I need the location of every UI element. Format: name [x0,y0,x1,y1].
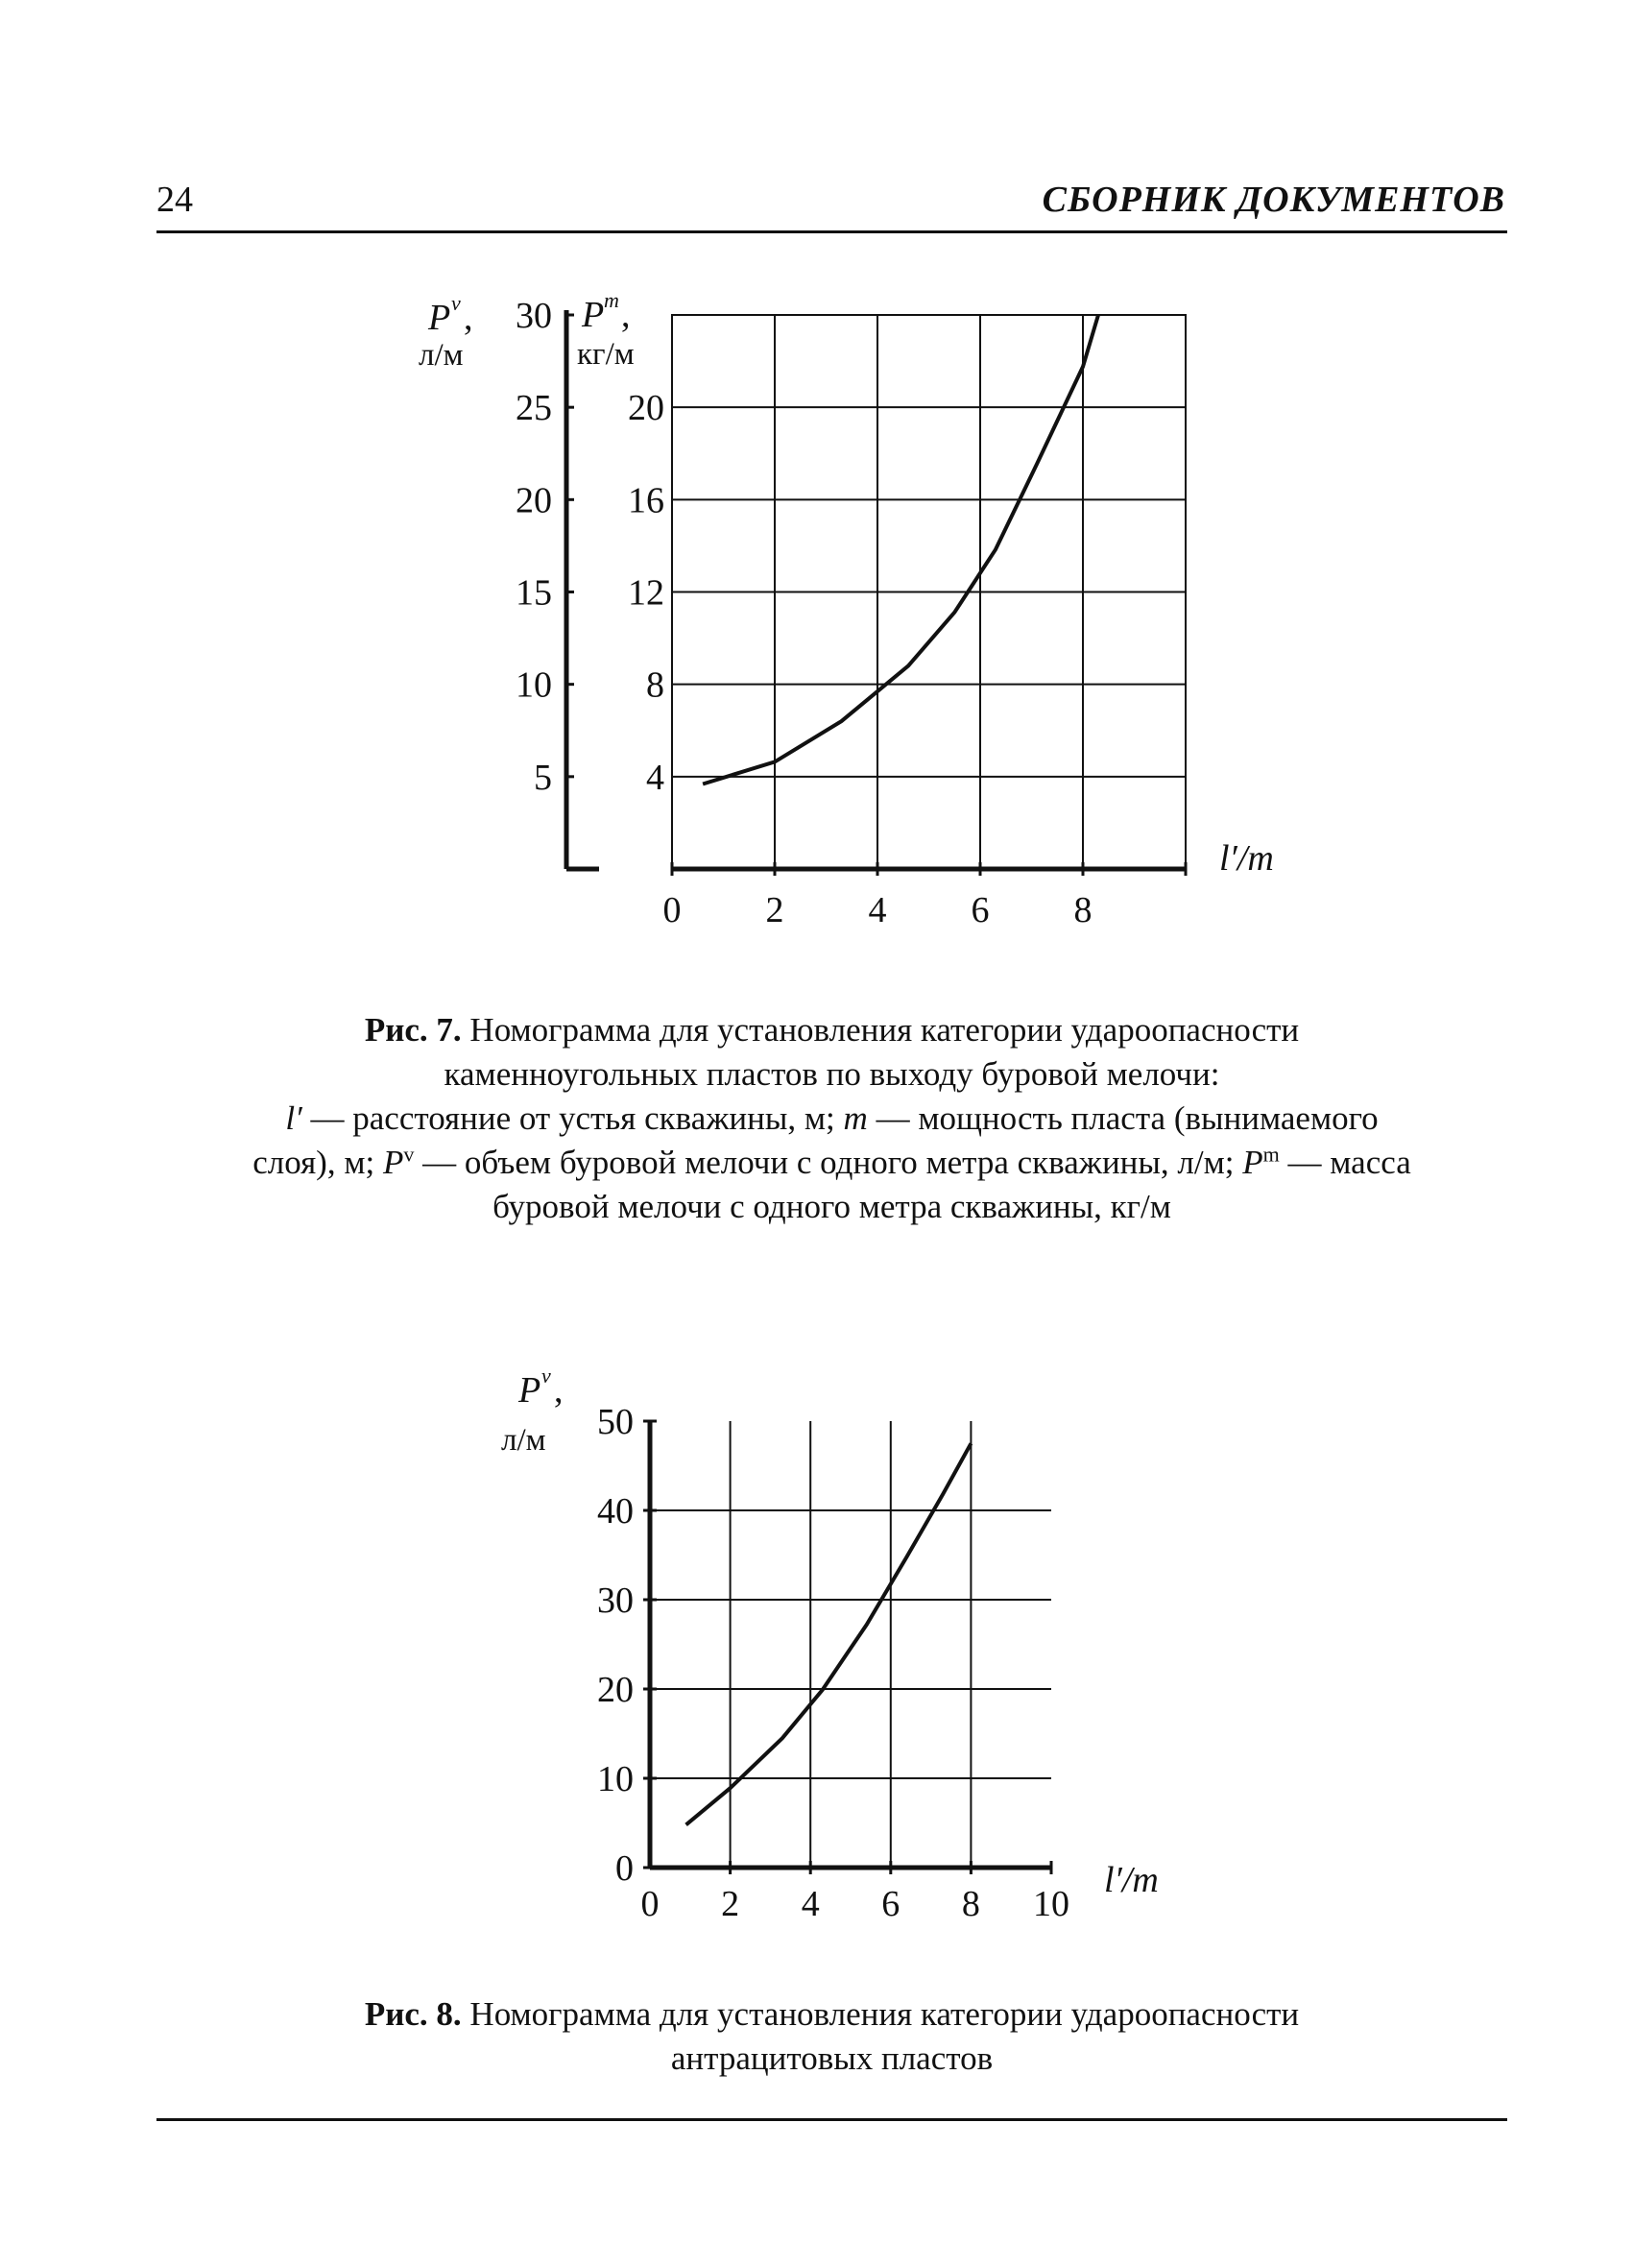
figure-8-x-tick-label: 0 [640,1884,660,1924]
legend-m-symbol: m [843,1099,868,1137]
legend-pv-sup: v [403,1142,415,1167]
figure-8-y-axis-symbol: P [518,1370,541,1411]
figure-8-grid [650,1421,1051,1868]
figure-8-y-axis-sup: v [541,1363,551,1387]
figure-8-caption [156,1992,1507,2081]
legend-l-symbol: l′ [285,1099,302,1137]
figure-8-y-axis-comma: , [554,1370,564,1411]
figure-7-y-left-tick-label: 30 [516,296,552,336]
running-title: СБОРНИК ДОКУМЕНТОВ [1042,180,1505,220]
legend-pm-text: — масса [1279,1144,1411,1181]
figure-8-y-tick-label: 0 [615,1848,634,1889]
footer-rule [156,2118,1507,2121]
figure-7-y-right-tick-label: 16 [628,480,664,521]
figure-8-x-tick-label: 6 [881,1884,901,1924]
legend-pm-symbol: P [1242,1144,1263,1181]
figure-8-y-tick-label: 10 [597,1759,634,1799]
figure-7-x-tick-label: 8 [1073,890,1093,930]
legend-l-text: — расстояние от устья скважины, м; [301,1099,844,1137]
figure-8-caption-line1: Номограмма для установления категории удароопасности [469,1995,1300,2033]
figure-7-y-left-tick-label: 20 [516,480,552,521]
figure-7-label: Рис. 7. [364,1011,462,1049]
figure-8-caption-line2: антрацитовых пластов [670,2039,994,2077]
figure-7-y-left-tick-label: 15 [516,572,552,614]
figure-8-tick-labels [597,1402,1069,1924]
figure-7-left-axis-sup: v [451,291,461,315]
figure-8-y-axis-title [501,1363,564,1458]
figure-7-right-axis-symbol: P [582,295,605,335]
figure-8-x-axis-label: l′/m [1104,1860,1159,1900]
figure-8-y-axis-unit: л/м [501,1423,546,1458]
figure-7-right-axis-comma: , [621,295,631,335]
figure-8-x-tick-label: 4 [801,1884,820,1924]
figure-7-y-right-tick-label: 4 [646,757,664,798]
figure-7-y-left-tick-label: 25 [516,388,552,429]
figure-7-left-axis-symbol: P [428,298,451,338]
figure-7-x-axis-label: l′/m [1219,838,1274,879]
legend-pm-sup: m [1262,1142,1280,1167]
figure-7-left-axis-comma: , [464,298,473,338]
figure-7-y-right-tick-label: 20 [628,388,664,429]
figure-8-series-line [686,1443,972,1824]
figure-8-x-tick-label: 2 [721,1884,740,1924]
legend-line2a: слоя), м; [252,1144,383,1181]
figure-8-axes [643,1421,1051,1874]
figure-7-y-right-tick-label: 8 [646,664,664,706]
figure-8-y-tick-label: 30 [597,1580,634,1621]
figure-8-y-tick-label: 40 [597,1491,634,1532]
figure-7-x-tick-label: 0 [662,890,682,930]
figure-7-right-axis-sup: m [604,288,619,312]
legend-m-text: — мощность пласта (вынимаемого [867,1099,1379,1137]
figure-7-right-axis-unit: кг/м [577,337,635,372]
legend-pv-text: — объем буровой мелочи с одного метра скважины, л/м; [414,1144,1243,1181]
figure-7-x-tick-label: 2 [765,890,784,930]
legend-line3: буровой мелочи с одного метра скважины, кг/м [492,1188,1171,1225]
figure-7-y-left-tick-label: 5 [534,757,552,798]
figure-7-caption-line1: Номограмма для установления категории удароопасности [469,1011,1300,1049]
figure-7-x-tick-label: 6 [971,890,990,930]
figure-8-y-tick-label: 50 [597,1402,634,1442]
figure-7-y-left-tick-label: 10 [516,664,552,706]
figure-8-label: Рис. 8. [364,1995,462,2033]
figure-8-x-tick-label: 8 [961,1884,980,1924]
figure-7-y-right-tick-label: 12 [628,572,664,614]
figure-8-x-tick-label: 10 [1033,1884,1069,1924]
figure-7-left-axis-unit: л/м [419,338,464,373]
figure-7-caption-line2: каменноугольных пластов по выходу буровой мелочи: [444,1055,1220,1093]
page-number: 24 [156,180,193,220]
figure-8-y-tick-label: 20 [597,1670,634,1710]
legend-pv-symbol: P [382,1144,404,1181]
figure-7-x-tick-label: 4 [868,890,887,930]
